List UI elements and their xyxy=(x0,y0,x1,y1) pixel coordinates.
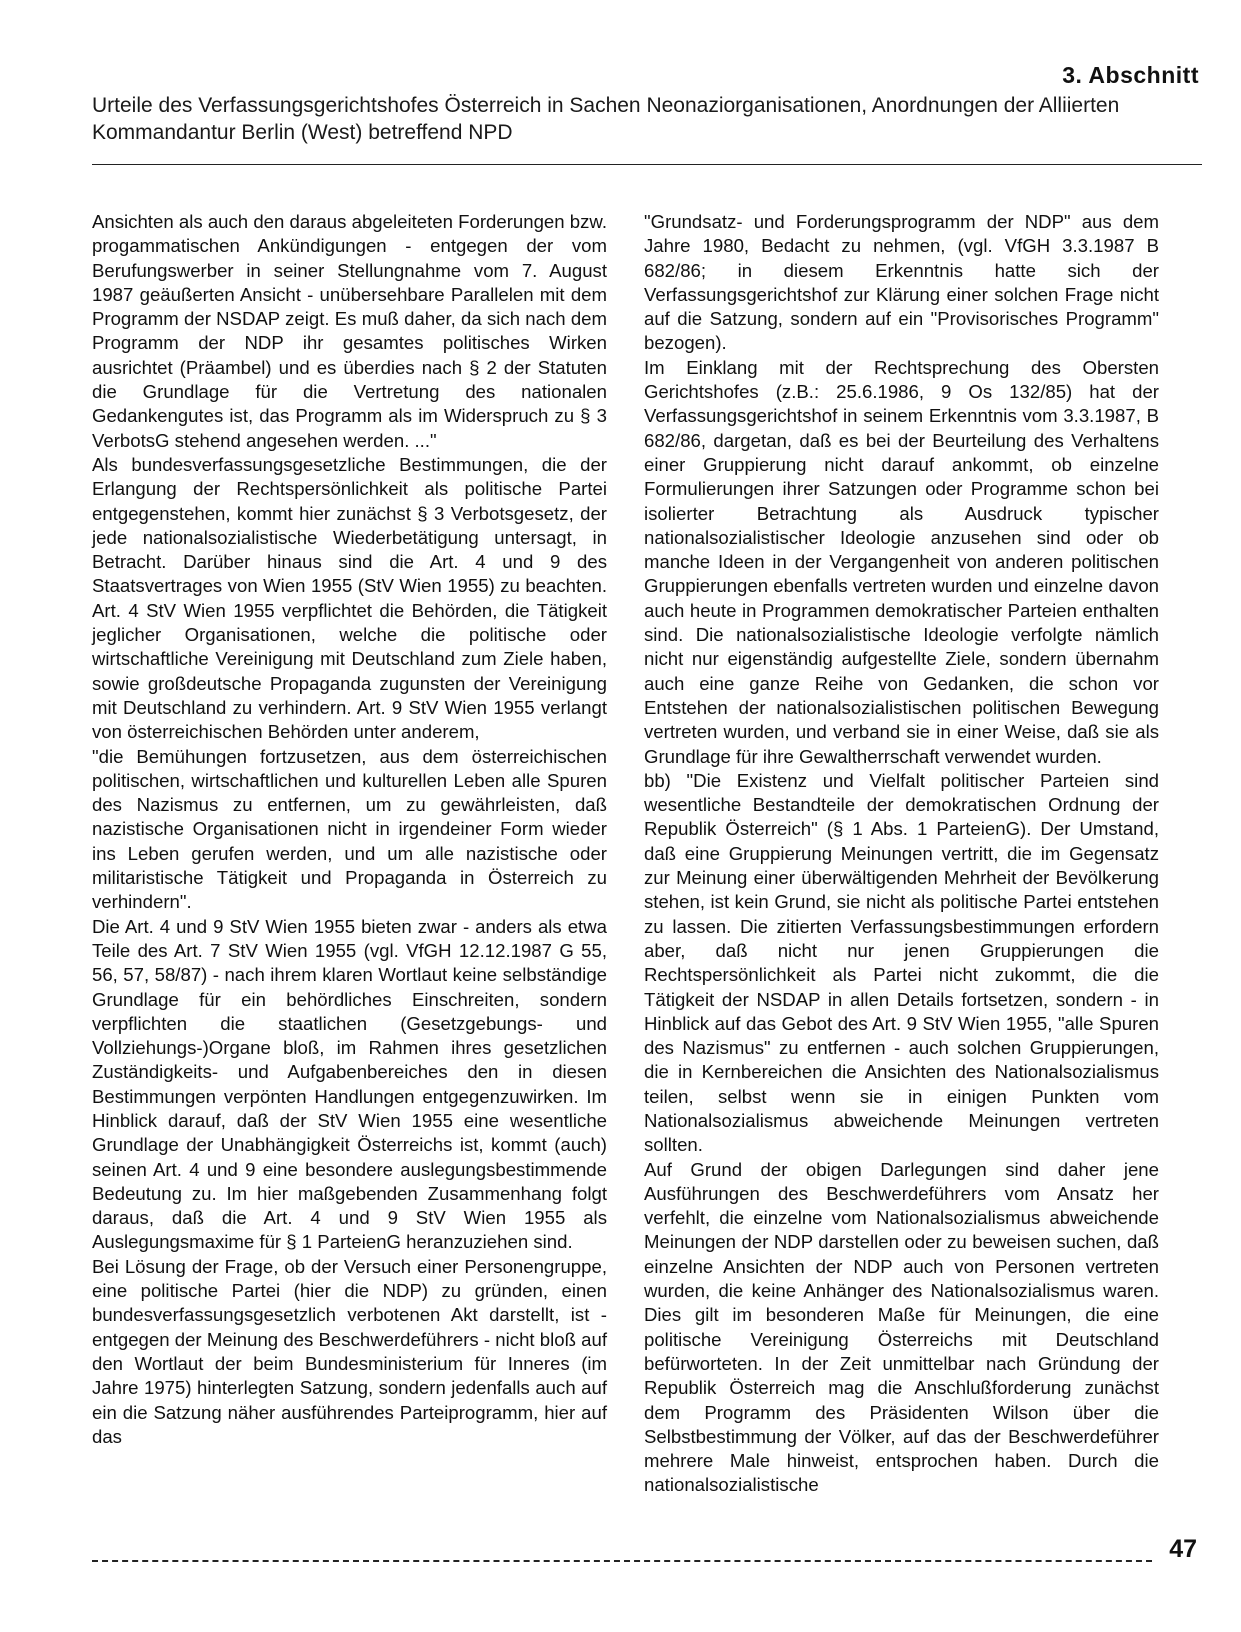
paragraph: "Grundsatz- und Forderungsprogramm der NDP" aus dem Jahre 1980, Bedacht zu nehmen, (vgl. VfGH 3.3.1987 B 682/86; in diesem Erkenntnis hatte sich der Verfassungsgerichtshof zur Klärung einer solchen Frage nicht auf die Satzung, sondern auf ein "Provisorisches Programm" bezogen). xyxy=(644,211,1159,354)
paragraph: Als bundesverfassungsgesetzliche Bestimmungen, die der Erlangung der Rechtspersönlichkeit als politische Partei entgegenstehen, kommt hier zunächst § 3 Verbotsgesetz, der jede nationalsozialistische Wiederbetätigung untersagt, in Betracht. Darüber hinaus sind die Art. 4 und 9 des Staatsvertrages von Wien 1955 (StV Wien 1955) zu beachten. Art. 4 StV Wien 1955 verpflichtet die Behörden, die Tätigkeit jeglicher Organisationen, welche die politische oder wirtschaftliche Vereinigung mit Deutschland zum Ziele haben, sowie großdeutsche Propaganda zugunsten der Vereinigung mit Deutschland zu verhindern. Art. 9 StV Wien 1955 verlangt von österreichischen Behörden unter anderem, xyxy=(92,453,607,743)
paragraph: Bei Lösung der Frage, ob der Versuch einer Personengruppe, eine politische Partei (hier die NDP) zu gründen, einen bundesverfassungsgesetzlich verbotenen Akt darstellt, ist - entgegen der Meinung des Beschwerdeführers - nicht bloß auf den Wortlaut der beim Bundesministerium für Inneres (im Jahre 1975) hinterlegten Satzung, sondern jedenfalls auch auf ein die Satzung näher ausführendes Parteiprogramm, hier auf das xyxy=(92,1255,607,1447)
section-title: 3. Abschnitt xyxy=(1062,62,1199,88)
paragraph: Ansichten als auch den daraus abgeleiteten Forderungen bzw. progammatischen Ankündigungen - entgegen der vom Berufungswerber in seiner Stellungnahme vom 7. August 1987 geäußerten Ansicht - unübersehbare Parallelen mit dem Programm der NSDAP zeigt. Es muß daher, da sich nach dem Programm der NDP ihr gesamtes politisches Wirken ausrichtet (Präambel) und es überdies nach § 2 der Statuten die Grundlage für die Vertretung des nationalen Gedankengutes ist, das Programm als im Widerspruch zu § 3 VerbotsG stehend angesehen werden. ..." xyxy=(92,211,607,451)
header-divider xyxy=(92,164,1202,165)
running-header: Urteile des Verfassungsgerichtshofes Österreich in Sachen Neonaziorganisationen, Anordnungen der Alliierten Kommandantur Berlin (West) betreffend NPD xyxy=(92,94,1120,144)
paragraph: bb) "Die Existenz und Vielfalt politischer Parteien sind wesentliche Bestandteile der demokratischen Ordnung der Republik Österreich" (§ 1 Abs. 1 ParteienG). Der Umstand, daß eine Gruppierung Meinungen vertritt, die im Gegensatz zur Meinung einer überwältigenden Mehrheit der Bevölkerung stehen, ist kein Grund, sie nicht als politische Partei entstehen zu lassen. Die zitierten Verfassungsbestimmungen erfordern aber, daß nicht nur jenen Gruppierungen die Rechtspersönlichkeit als Partei nicht zukommt, die die Tätigkeit der NSDAP in allen Details fortsetzen, sondern - in Hinblick auf das Gebot des Art. 9 StV Wien 1955, "alle Spuren des Nazismus" zu entfernen - auch solchen Gruppierungen, die in Kernbereichen die Ansichten des Nationalsozialismus teilen, selbst wenn sie in einigen Punkten vom Nationalsozialismus abweichende Meinungen vertreten sollten. xyxy=(644,769,1159,1156)
paragraph: Auf Grund der obigen Darlegungen sind daher jene Ausführungen des Beschwerdeführers vom Ansatz her verfehlt, die einzelne vom Nationalsozialismus abweichende Meinungen der NDP darstellen oder zu beweisen suchen, daß einzelne Ansichten der NDP auch von Personen vertreten wurden, die keine Anhänger des Nationalsozialismus waren. Dies gilt im besonderen Maße für Meinungen, die eine politische Vereinigung Österreichs mit Deutschland befürworteten. In der Zeit unmittelbar nach Gründung der Republik Österreich mag die Anschlußforderung zunächst dem Programm des Präsidenten Wilson über die Selbstbestimmung der Völker, auf das der Beschwerdeführer mehrere Male hinweist, entsprochen haben. Durch die nationalsozialistische xyxy=(644,1158,1159,1496)
page-number: 47 xyxy=(1169,1535,1197,1563)
quote-paragraph: "die Bemühungen fortzusetzen, aus dem österreichischen politischen, wirtschaftlichen und kulturellen Leben alle Spuren des Nazismus zu entfernen, um zu gewährleisten, daß nazistische Organisationen nicht in irgendeiner Form wieder ins Leben gerufen werden, und um alle nazistische oder militaristische Tätigkeit und Propaganda in Österreich zu verhindern". xyxy=(92,745,607,913)
paragraph: Im Einklang mit der Rechtsprechung des Obersten Gerichtshofes (z.B.: 25.6.1986, 9 Os 132/85) hat der Verfassungsgerichtshof in seinem Erkenntnis vom 3.3.1987, B 682/86, dargetan, daß es bei der Beurteilung des Verhaltens einer Gruppierung nicht darauf ankommt, ob einzelne Formulierungen ihrer Satzungen oder Programme schon bei isolierter Betrachtung als Ausdruck typischer nationalsozialistischer Ideologie anzusehen sind oder ob manche Ideen in der Vergangenheit von anderen politischen Gruppierungen ebenfalls vertreten wurden und einzelne davon auch heute in Programmen demokratischer Parteien enthalten sind. Die nationalsozialistische Ideologie verfolgte nämlich nicht nur eigenständig aufgestellte Ziele, sondern übernahm auch eine ganze Reihe von Gedanken, die schon vor Entstehen der nationalsozialistischen politischen Bewegung vertreten wurden, und verband sie in einer Weise, daß sie als Grundlage für ihre Gewaltherrschaft verwendet wurden. xyxy=(644,356,1159,767)
left-column xyxy=(92,210,607,1449)
footer-divider xyxy=(92,1560,1152,1562)
paragraph: Die Art. 4 und 9 StV Wien 1955 bieten zwar - anders als etwa Teile des Art. 7 StV Wien 1955 (vgl. VfGH 12.12.1987 G 55, 56, 57, 58/87) - nach ihrem klaren Wortlaut keine selbständige Grundlage für ein behördliches Einschreiten, sondern verpflichten die staatlichen (Gesetzgebungs- und Vollziehungs-)Organe bloß, im Rahmen ihres gesetzlichen Zuständigkeits- und Aufgabenbereiches den in diesen Bestimmungen verpönten Handlungen entgegenzuwirken. Im Hinblick darauf, daß der StV Wien 1955 eine wesentliche Grundlage der Unabhängigkeit Österreichs ist, kommt (auch) seinen Art. 4 und 9 eine besondere auslegungsbestimmende Bedeutung zu. Im hier maßgebenden Zusammenhang folgt daraus, daß die Art. 4 und 9 StV Wien 1955 als Auslegungsmaxime für § 1 ParteienG heranzuziehen sind. xyxy=(92,915,607,1253)
right-column xyxy=(644,210,1159,1498)
